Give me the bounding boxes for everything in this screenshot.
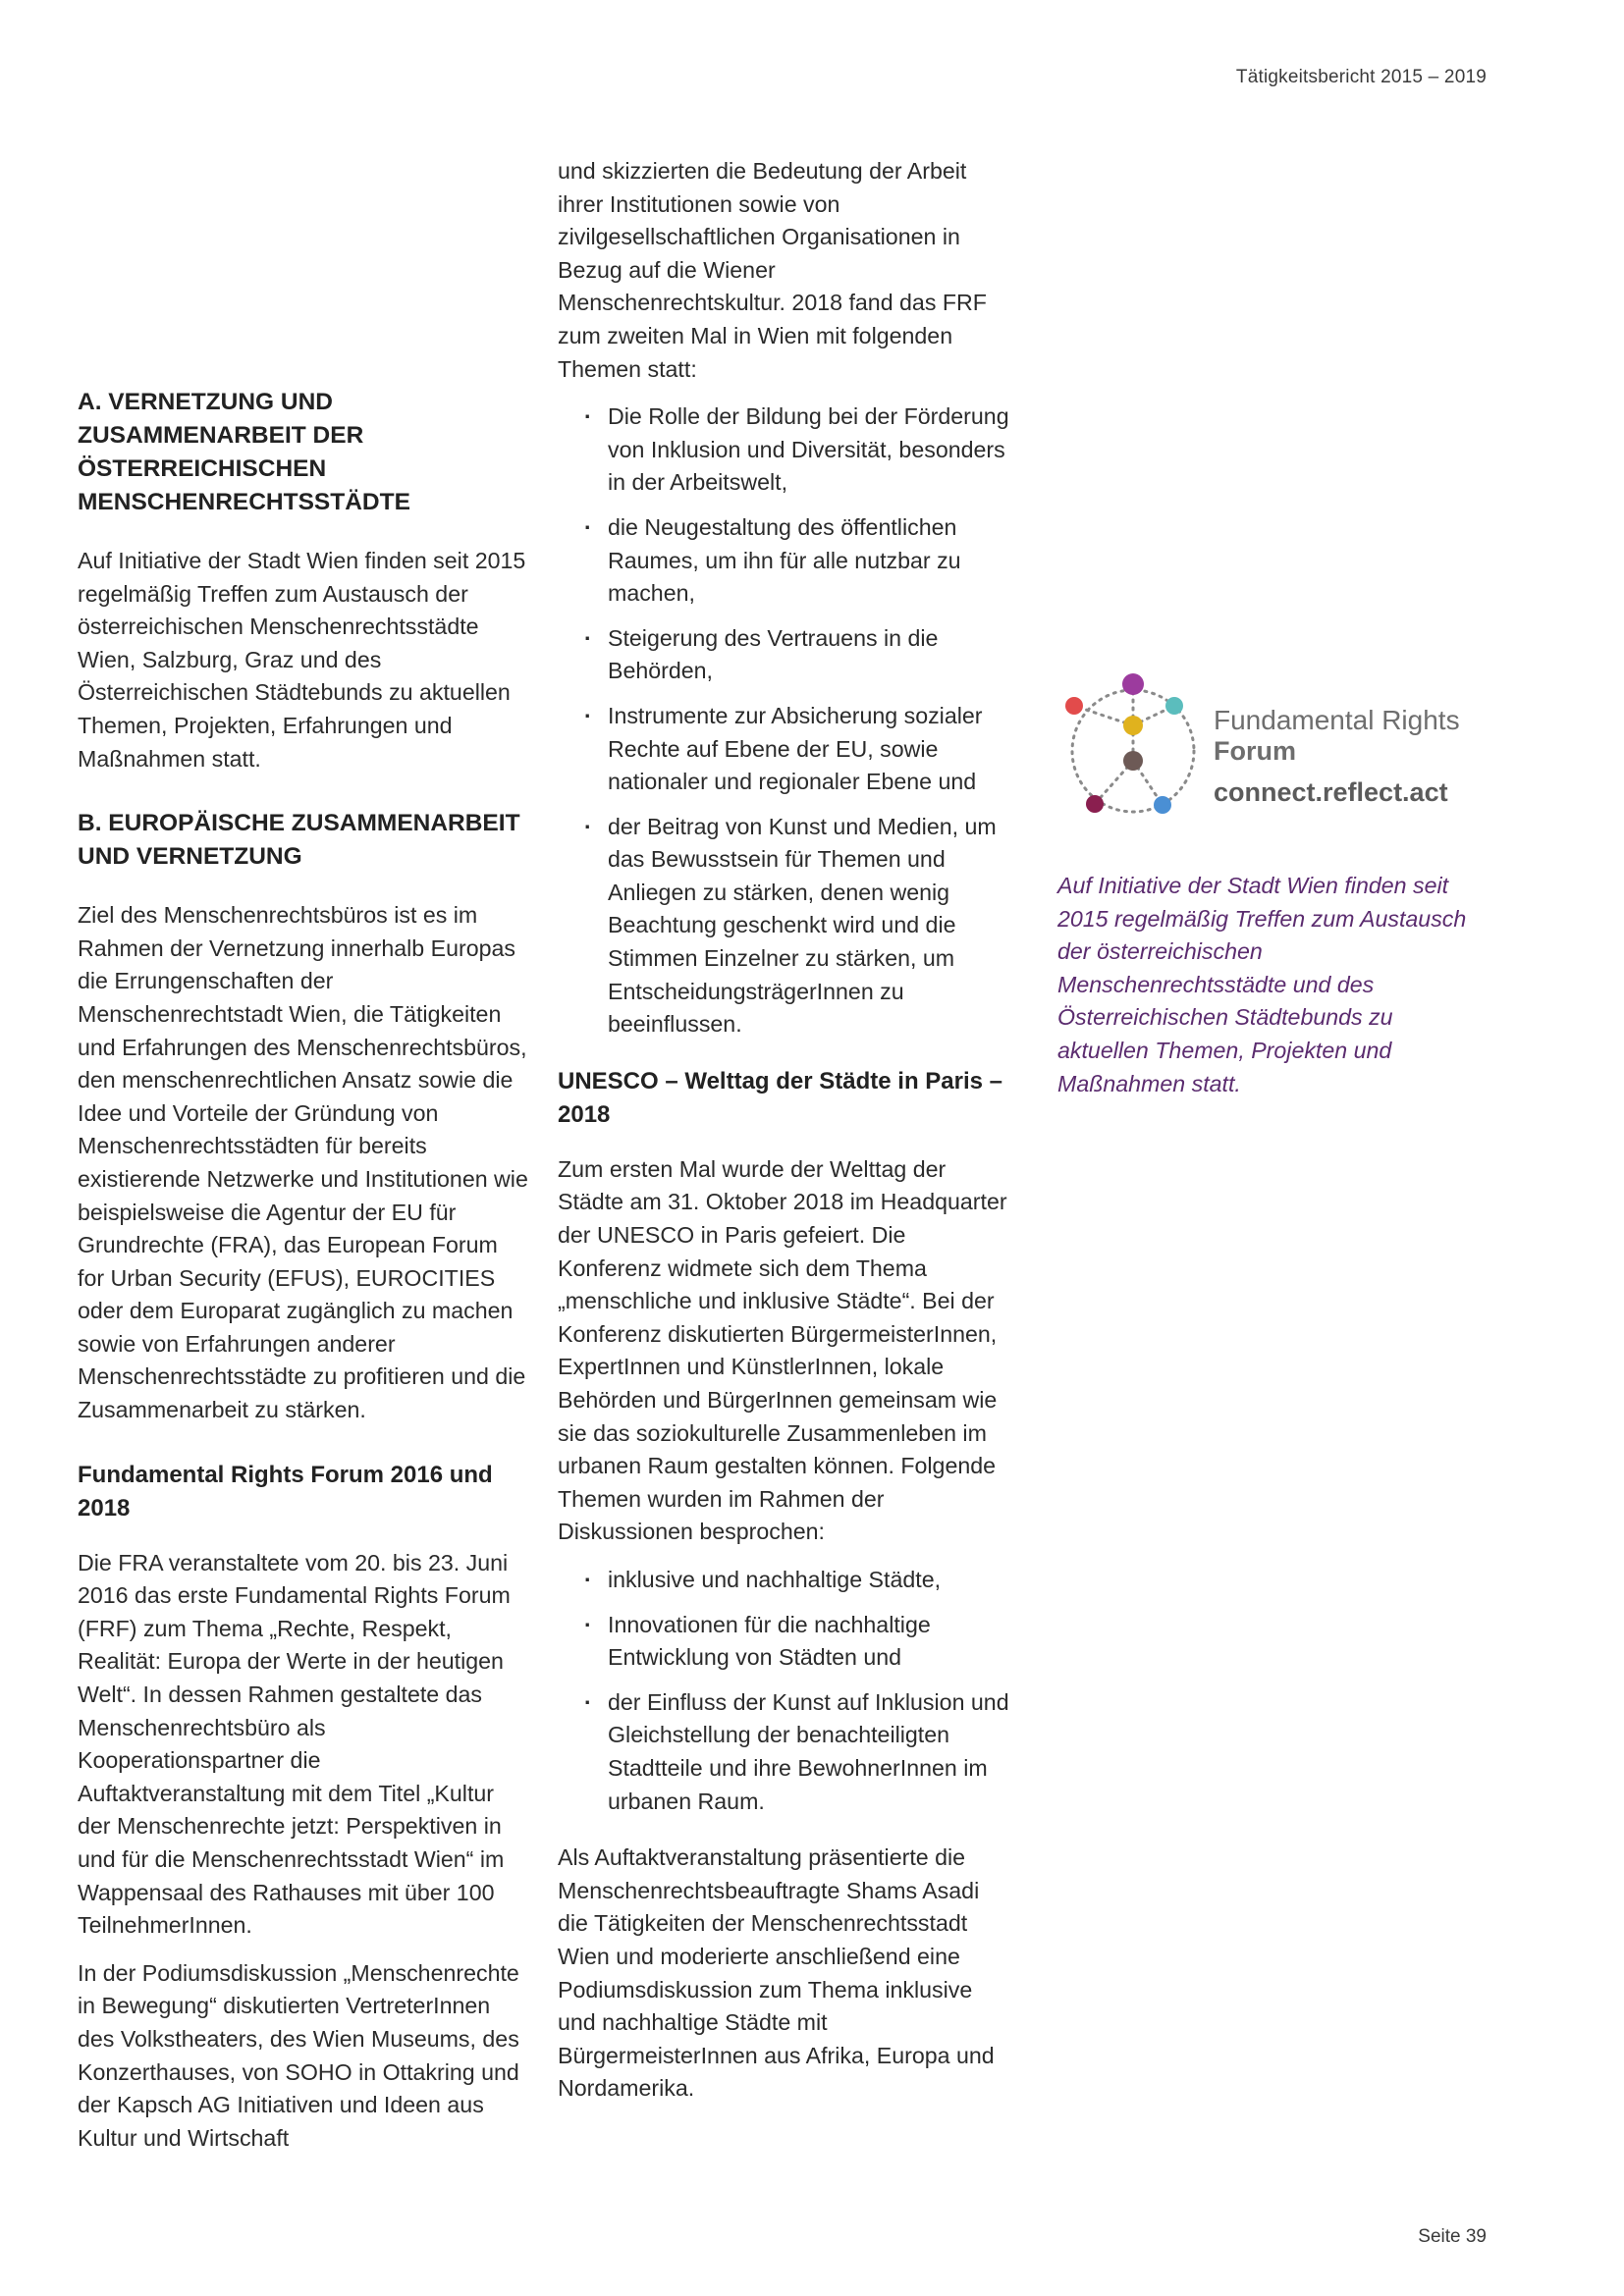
logo-title: Fundamental Rights [1214, 705, 1460, 735]
logo-subtitle: Forum [1214, 736, 1296, 766]
paragraph: Auf Initiative der Stadt Wien finden seit 2015 regelmäßig Treffen zum Austausch der österreichischen Menschenrechtsstädte Wien, Salzburg, Graz und des Österreichischen Städtebunds zu aktuellen Themen, Projekten, Erfahrungen und Maßnahmen statt. [78, 548, 526, 772]
list-item: · Die Rolle der Bildung bei der Förderung von Inklusion und Diversität, besonders in der Arbeitswelt, [558, 400, 1009, 500]
list-item: · Steigerung des Vertrauens in die Behörden, [558, 622, 1009, 688]
list-item: · inklusive und nachhaltige Städte, [558, 1564, 1009, 1597]
paragraph: In der Podiumsdiskussion „Menschenrechte in Bewegung“ diskutierten VertreterInnen des Volkstheaters, des Wien Museums, des Konzerthauses, von SOHO in Ottakring und der Kapsch AG Initiativen und Ideen aus Kultur und Wirtschaft [78, 1959, 519, 2151]
section-heading-b: B. EUROPÄISCHE ZUSAMMENARBEIT UND VERNETZUNG [78, 810, 520, 871]
middle-column [558, 155, 1009, 2120]
running-header: Tätigkeitsbericht 2015 – 2019 [1235, 67, 1487, 87]
fundamental-rights-forum-logo [1060, 670, 1473, 823]
list-item: · Innovationen für die nachhaltige Entwicklung von Städten und [558, 1609, 1009, 1675]
vitruvian-figure-icon [1060, 670, 1208, 823]
logo-tagline: connect.reflect.act [1214, 777, 1448, 807]
paragraph: Die FRA veranstaltete vom 20. bis 23. Juni 2016 das erste Fundamental Rights Forum (FRF) zum Thema „Rechte, Respekt, Realität: Europa der Werte in der heutigen Welt“. In dessen Rahmen gestaltete das Menschenrechtsbüro als Kooperationspartner die Auftaktveranstaltung mit dem Titel „Kultur der Menschenrechte jetzt: Perspektiven in und für die Menschenrechtsstadt Wien“ im Wappensaal des Rathauses mit über 100 TeilnehmerInnen. [78, 1549, 511, 1939]
paragraph: Zum ersten Mal wurde der Welttag der Städte am 31. Oktober 2018 im Headquarter der UNESCO in Paris gefeiert. Die Konferenz widmete sich dem Thema „menschliche und inklusive Städte“. Bei der Konferenz diskutierten BürgermeisterInnen, ExpertInnen und KünstlerInnen, lokale Behörden und BürgerInnen gemeinsam wie sie das soziokulturelle Zusammenleben im urbanen Raum gestalten können. Folgende Themen wurden im Rahmen der Diskussionen besprochen: [558, 1155, 1007, 1545]
left-column [78, 386, 529, 2169]
sidebar-quote: Auf Initiative der Stadt Wien finden seit 2015 regelmäßig Treffen zum Austausch der österreichischen Menschenrechtsstädte und des Österreichischen Städtebunds zu aktuellen Themen, Projekten und Maßnahmen statt. [1057, 873, 1467, 1096]
subheading-frf: Fundamental Rights Forum 2016 und 2018 [78, 1461, 493, 1522]
paragraph: Als Auftaktveranstaltung präsentierte die Menschenrechtsbeauftragte Shams Asadi die Tätigkeiten der Menschenrechtsstadt Wien und moderierte anschließend eine Podiumsdiskussion zum Thema inklusive und nachhaltige Städte mit BürgermeisterInnen aus Afrika, Europa und Nordamerika. [558, 1844, 995, 2102]
list-item: · der Beitrag von Kunst und Medien, um das Bewusstsein für Themen und Anliegen zu stärken, denen wenig Beachtung geschenkt wird und die Stimmen Einzelner zu stärken, um EntscheidungsträgerInnen zu beeinflussen. [558, 811, 1009, 1041]
paragraph: Ziel des Menschenrechtsbüros ist es im Rahmen der Vernetzung innerhalb Europas die Errungenschaften der Menschenrechtstadt Wien, die Tätigkeiten und Erfahrungen des Menschenrechtsbüros, den menschenrechtlichen Ansatz sowie die Idee und Vorteile der Gründung von Menschenrechtsstädten für bereits existierende Netzwerke und Institutionen wie beispielsweise die Agentur der EU für Grundrechte (FRA), das European Forum for Urban Security (EFUS), EUROCITIES oder dem Europarat zugänglich zu machen sowie von Erfahrungen anderer Menschenrechtsstädte zu profitieren und die Zusammenarbeit zu stärken. [78, 902, 528, 1423]
subheading-unesco: UNESCO – Welttag der Städte in Paris – 2018 [558, 1067, 1003, 1128]
bullet-list-frf-topics [558, 400, 1009, 1041]
paragraph: und skizzierten die Bedeutung der Arbeit ihrer Institutionen sowie von zivilgesellschaftlichen Organisationen in Bezug auf die Wiener Menschenrechtskultur. 2018 fand das FRF zum zweiten Mal in Wien mit folgenden Themen statt: [558, 158, 987, 382]
list-item: · die Neugestaltung des öffentlichen Raumes, um ihn für alle nutzbar zu machen, [558, 511, 1009, 611]
list-item: · der Einfluss der Kunst auf Inklusion und Gleichstellung der benachteiligten Stadtteile und ihre BewohnerInnen im urbanen Raum. [558, 1686, 1009, 1818]
page-number: Seite 39 [1418, 2226, 1487, 2247]
section-heading-a: A. VERNETZUNG UND ZUSAMMENARBEIT DER ÖSTERREICHISCHEN MENSCHENRECHTSSTÄDTE [78, 389, 410, 515]
bullet-list-unesco-topics [558, 1564, 1009, 1818]
list-item: · Instrumente zur Absicherung sozialer Rechte auf Ebene der EU, sowie nationaler und regionaler Ebene und [558, 700, 1009, 799]
